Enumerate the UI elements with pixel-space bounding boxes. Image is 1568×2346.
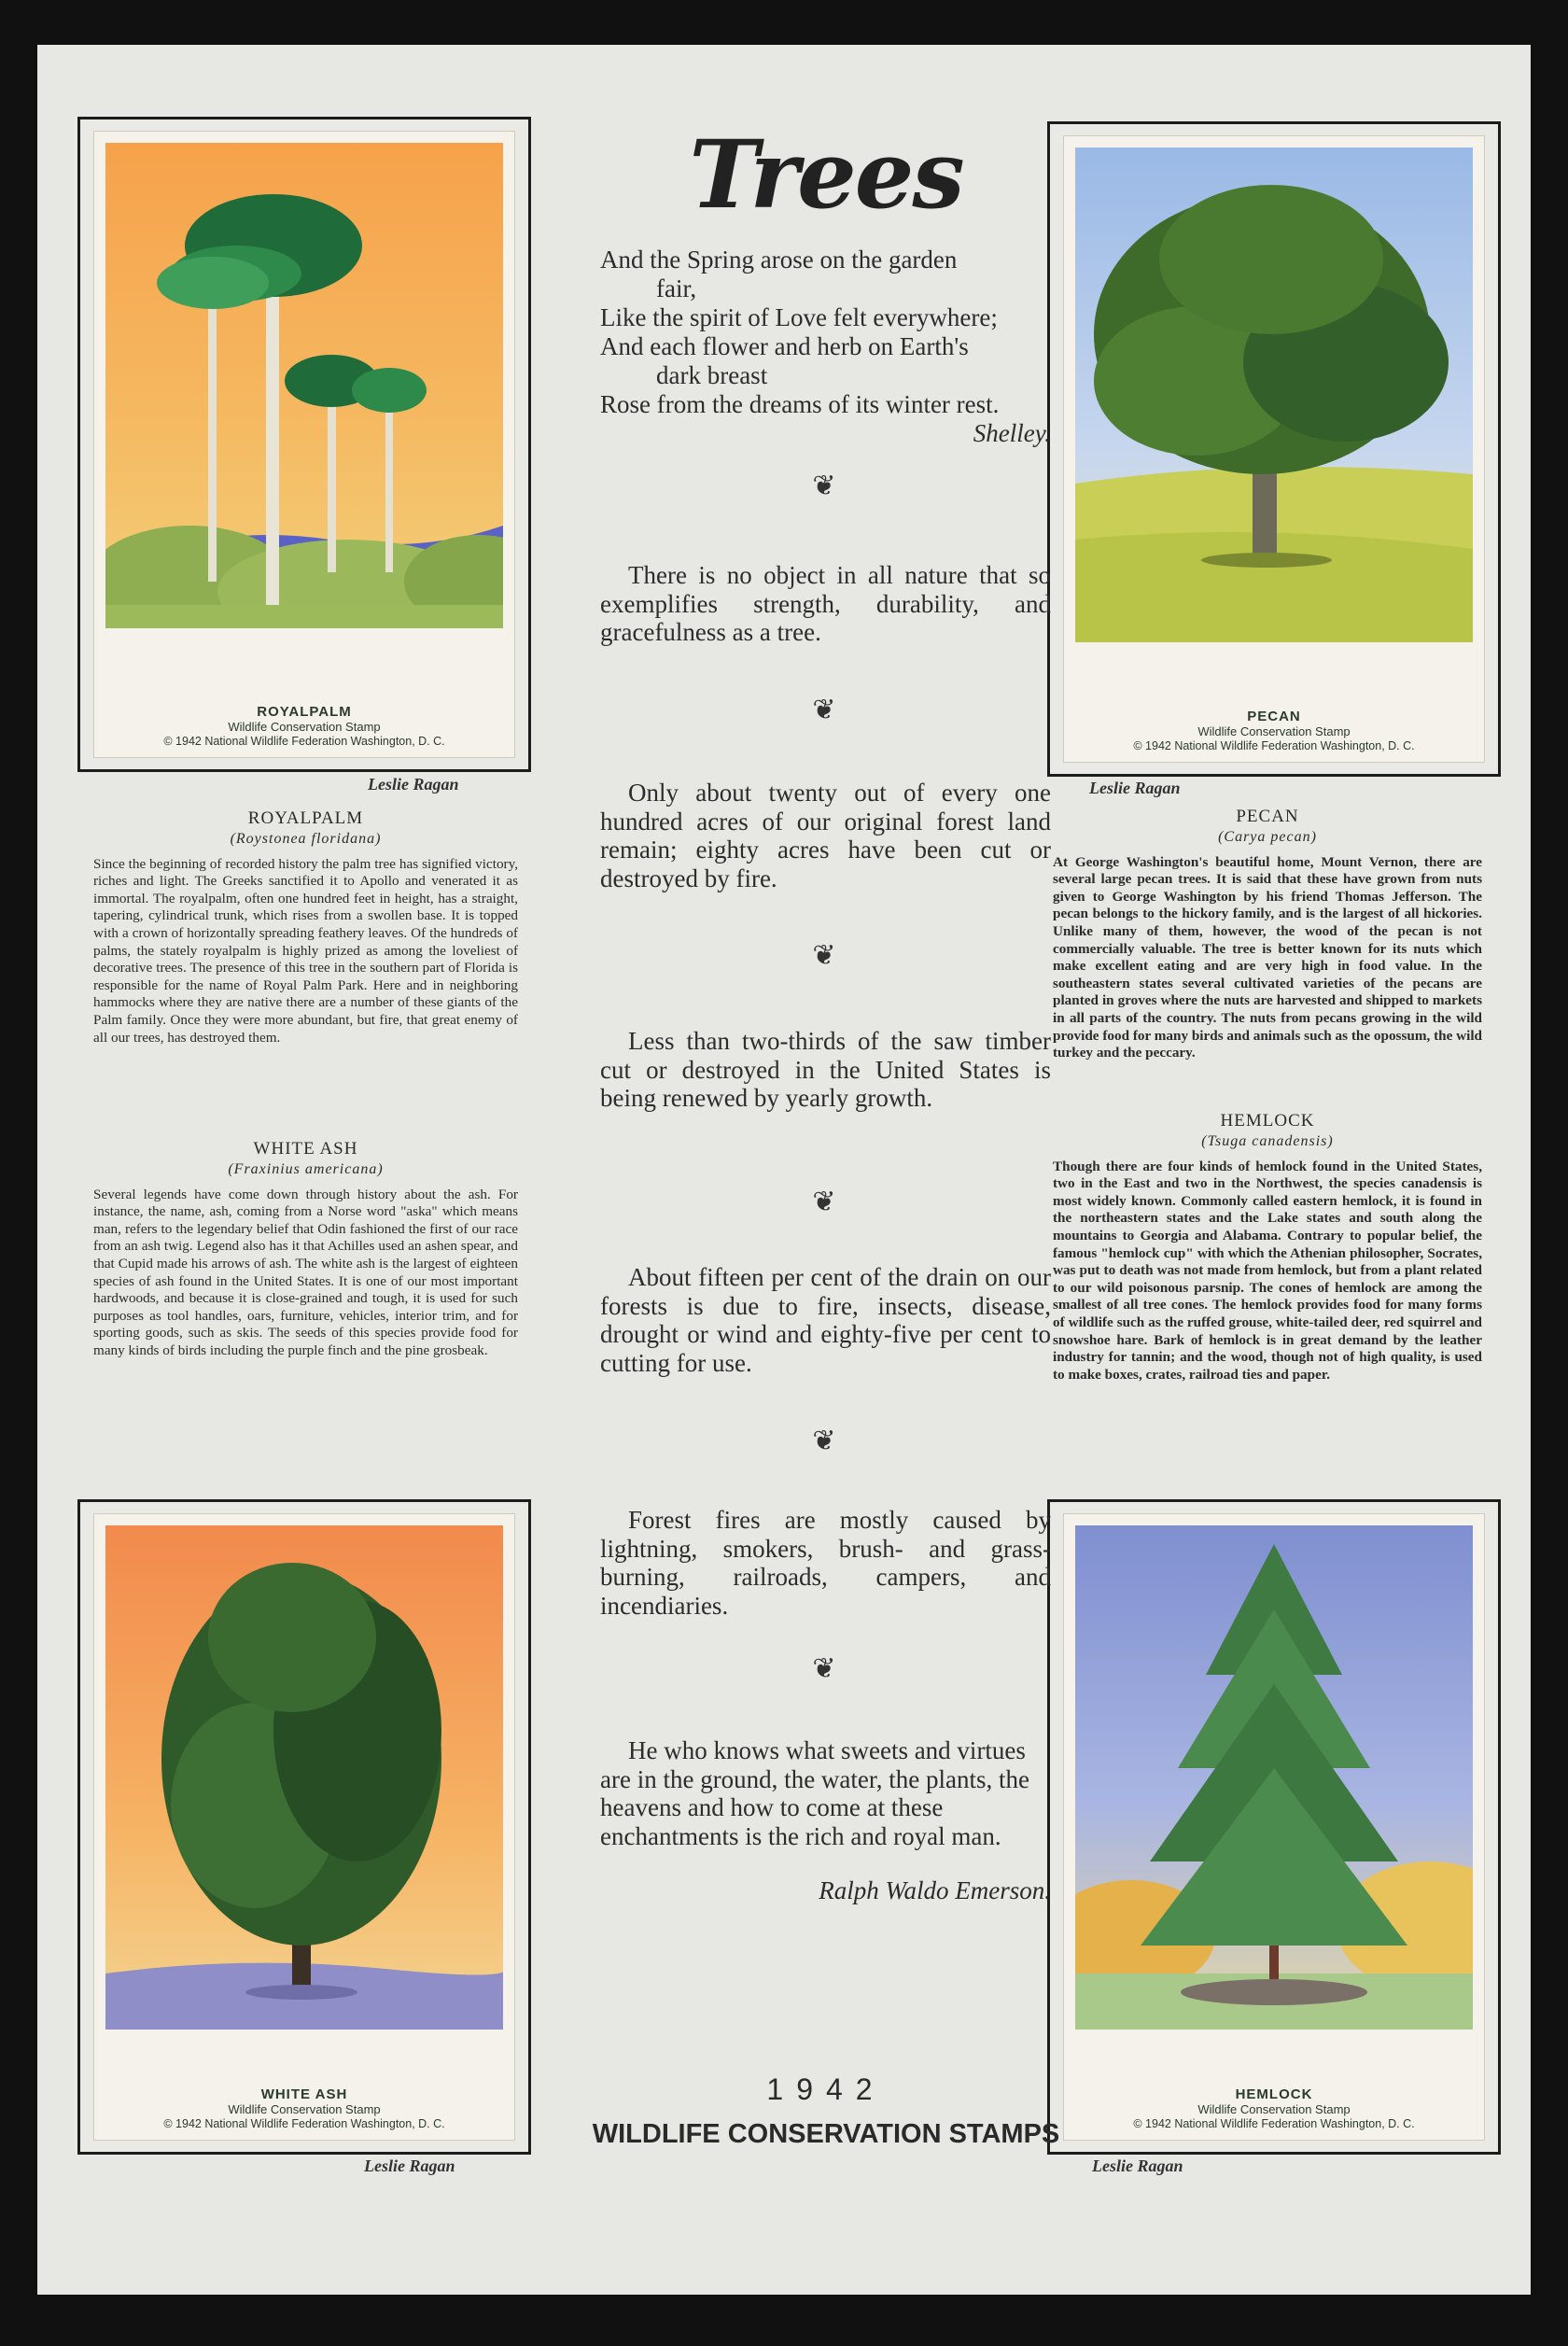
section-text: Several legends have come down through history about the ash. For instance, the name, ash, coming from a Norse word "aska" which means man, refers to the legendary belief that Odin fashioned the first of our race from an ash twig. Legend also has it that Achilles used an ashen spear, and that Cupid made his arrows of ash. The white ash is the largest of eighteen species of ash found in the United States. It is one of our most important hardwoods, and because it is close-grained and tough, it is used for such purposes as tool handles, oars, furniture, vehicles, interior trim, and for sporting goods, such as skis. The seeds of this species provide food for many kinds of birds including the purple finch and the pine grosbeak. bbox=[93, 1186, 518, 1358]
poem-line: Like the spirit of Love felt everywhere; bbox=[600, 303, 998, 331]
royalpalm-stamp-caption bbox=[105, 704, 503, 748]
acorn-ornament-icon: ❦ bbox=[812, 940, 836, 971]
poem-line: fair, bbox=[656, 274, 697, 302]
stamp-copyright: © 1942 National Wildlife Federation Washington, D. C. bbox=[1133, 738, 1415, 752]
emerson-quote: He who knows what sweets and virtues are in the ground, the water, the plants, the heavens and how to come at these enchantments is the rich and royal man. bbox=[600, 1736, 1030, 1850]
stamp-caption-line: Wildlife Conservation Stamp bbox=[228, 2101, 381, 2116]
hemlock-stamp-caption bbox=[1075, 2086, 1473, 2130]
hemlock-illustration bbox=[1075, 1525, 1473, 2030]
pecan-illustration bbox=[1075, 148, 1473, 642]
stamp-copyright: © 1942 National Wildlife Federation Washington, D. C. bbox=[163, 734, 445, 748]
section-scientific-name: (Tsuga canadensis) bbox=[1201, 1133, 1334, 1149]
artist-credit: Leslie Ragan bbox=[1089, 779, 1181, 797]
poem-line: And the Spring arose on the garden bbox=[600, 246, 958, 274]
pecan-section bbox=[1053, 769, 1482, 1062]
artist-credit: Leslie Ragan bbox=[1092, 2156, 1183, 2175]
artist-credit: Leslie Ragan bbox=[368, 775, 459, 794]
section-heading: ROYALPALM bbox=[247, 808, 364, 828]
fact-paragraph: Only about twenty out of every one hundred acres of our original forest land remain; eighty acres have been cut or destroyed by fire. bbox=[600, 779, 1051, 892]
stamp-caption-line: Wildlife Conservation Stamp bbox=[228, 719, 381, 734]
shelley-poem bbox=[600, 246, 1051, 448]
section-scientific-name: (Carya pecan) bbox=[1218, 829, 1317, 845]
fact-paragraph: Forest fires are mostly caused by lightning, smokers, brush- and grass-burning, railroads, campers, and incendiaries. bbox=[600, 1506, 1051, 1620]
stamp-name: ROYALPALM bbox=[257, 704, 352, 721]
hemlock-stamp-frame bbox=[1047, 1499, 1501, 2155]
section-scientific-name: (Fraxinius americana) bbox=[228, 1161, 384, 1177]
album-page bbox=[37, 45, 1531, 2295]
hemlock-section bbox=[1053, 1111, 1482, 1384]
stamp-copyright: © 1942 National Wildlife Federation Washington, D. C. bbox=[1133, 2116, 1415, 2130]
poem-line: dark breast bbox=[656, 361, 768, 389]
acorn-ornament-icon: ❦ bbox=[812, 1653, 836, 1684]
section-heading: WHITE ASH bbox=[253, 1139, 358, 1159]
royalpalm-stamp bbox=[93, 131, 515, 758]
fact-paragraph: There is no object in all nature that so exemplifies strength, durability, and gracefulness as a tree. bbox=[600, 561, 1051, 646]
section-heading: HEMLOCK bbox=[1220, 1111, 1315, 1131]
royalpalm-illustration bbox=[105, 143, 503, 628]
poem-author: Shelley. bbox=[973, 419, 1051, 447]
royalpalm-stamp-frame bbox=[77, 117, 531, 772]
acorn-ornament-icon: ❦ bbox=[812, 471, 836, 501]
stamp-name: HEMLOCK bbox=[1235, 2086, 1313, 2103]
acorn-ornament-icon: ❦ bbox=[812, 1187, 836, 1217]
section-scientific-name: (Roystonea floridana) bbox=[230, 831, 382, 847]
artist-credit: Leslie Ragan bbox=[364, 2156, 455, 2175]
stamp-name: PECAN bbox=[1247, 709, 1301, 725]
pecan-stamp bbox=[1063, 135, 1485, 763]
pecan-stamp-caption bbox=[1075, 709, 1473, 752]
white-ash-illustration bbox=[105, 1525, 503, 2030]
stamp-caption-line: Wildlife Conservation Stamp bbox=[1197, 723, 1351, 738]
section-text: Since the beginning of recorded history the palm tree has signified victory, riches and light. The Greeks sanctified it to Apollo and venerated it as immortal. The royalpalm, often one hundred feet in height, has a straight, tapering, cylindrical trunk, which rises from a swollen base. It is topped with a crown of horizontally spreading feathery leaves. Of the hundreds of palms, the stately royalpalm is highly prized as among the loveliest of decorative trees. The presence of this tree in the southern part of Florida is responsible for the name of Royal Palm Park. Here and in neighboring hammocks where they are native there are a number of these giants of the Palm family. Once they were more abundant, but fire, that great enemy of all our trees, has destroyed them. bbox=[93, 855, 518, 1046]
white-ash-stamp-frame bbox=[77, 1499, 531, 2155]
section-text: Though there are four kinds of hemlock found in the United States, two in the East and two in the Northwest, the species canadensis is most widely known. Commonly called eastern hemlock, it is found in the northeastern states and the Lake states and south along the mountains to Georgia and Alabama. Contrary to popular belief, the famous "hemlock cup" with which the Athenian philosopher, Socrates, was put to death was not made from hemlock, but from a plant related to our wild poisonous parsnip. The cones of hemlock are among the smallest of all tree cones. The hemlock provides food for many forms of wildlife such as the ruffed grouse, white-tailed deer, red squirrel and snowshoe hare. Bark of hemlock is in great demand by the leather industry for tannin; and the wood, though not of high quality, is used to make boxes, crates, railroad ties and paper. bbox=[1053, 1158, 1482, 1383]
issue-year: 1942 bbox=[766, 2072, 886, 2106]
hemlock-stamp bbox=[1063, 1513, 1485, 2141]
pecan-stamp-frame bbox=[1047, 121, 1501, 777]
fact-paragraph: Less than two-thirds of the saw timber cut or destroyed in the United States is being renewed by yearly growth. bbox=[600, 1027, 1051, 1112]
section-heading: PECAN bbox=[1236, 807, 1299, 826]
stamp-copyright: © 1942 National Wildlife Federation Washington, D. C. bbox=[163, 2116, 445, 2130]
section-text: At George Washington's beautiful home, Mount Vernon, there are several large pecan trees. It is said that these have grown from nuts given to George Washington by his friend Thomas Jefferson. The pecan belongs to the hickory family, and is the largest of all hickories. Unlike many of them, however, the wood of the pecan is not commercially valuable. The tree is better known for its nuts which make excellent eating and are very high in food value. In the southeastern states several cultivated varieties of the pecans are planted in groves where the nuts are harvested and shipped to markets in all parts of the country. The nuts from pecans growing in the wild provide food for many birds and animals such as the opossum, the wild turkey and the peccary. bbox=[1053, 853, 1482, 1061]
page-title: Trees bbox=[689, 119, 963, 230]
fact-paragraph: About fifteen per cent of the drain on our forests is due to fire, insects, disease, drought or wind and eighty-five per cent to cutting for use. bbox=[600, 1263, 1051, 1377]
acorn-ornament-icon: ❦ bbox=[812, 1426, 836, 1456]
white-ash-stamp-caption bbox=[105, 2086, 503, 2130]
white-ash-stamp bbox=[93, 1513, 515, 2141]
poem-line: And each flower and herb on Earth's bbox=[600, 332, 969, 360]
royalpalm-section bbox=[93, 771, 518, 1047]
series-title: WILDLIFE CONSERVATION STAMPS bbox=[592, 2119, 1060, 2149]
emerson-signature: Ralph Waldo Emerson. bbox=[819, 1876, 1051, 1904]
white-ash-section bbox=[93, 1139, 518, 1360]
poem-line: Rose from the dreams of its winter rest. bbox=[600, 390, 1000, 418]
stamp-caption-line: Wildlife Conservation Stamp bbox=[1197, 2101, 1351, 2116]
stamp-name: WHITE ASH bbox=[260, 2086, 348, 2103]
acorn-ornament-icon: ❦ bbox=[812, 695, 836, 725]
